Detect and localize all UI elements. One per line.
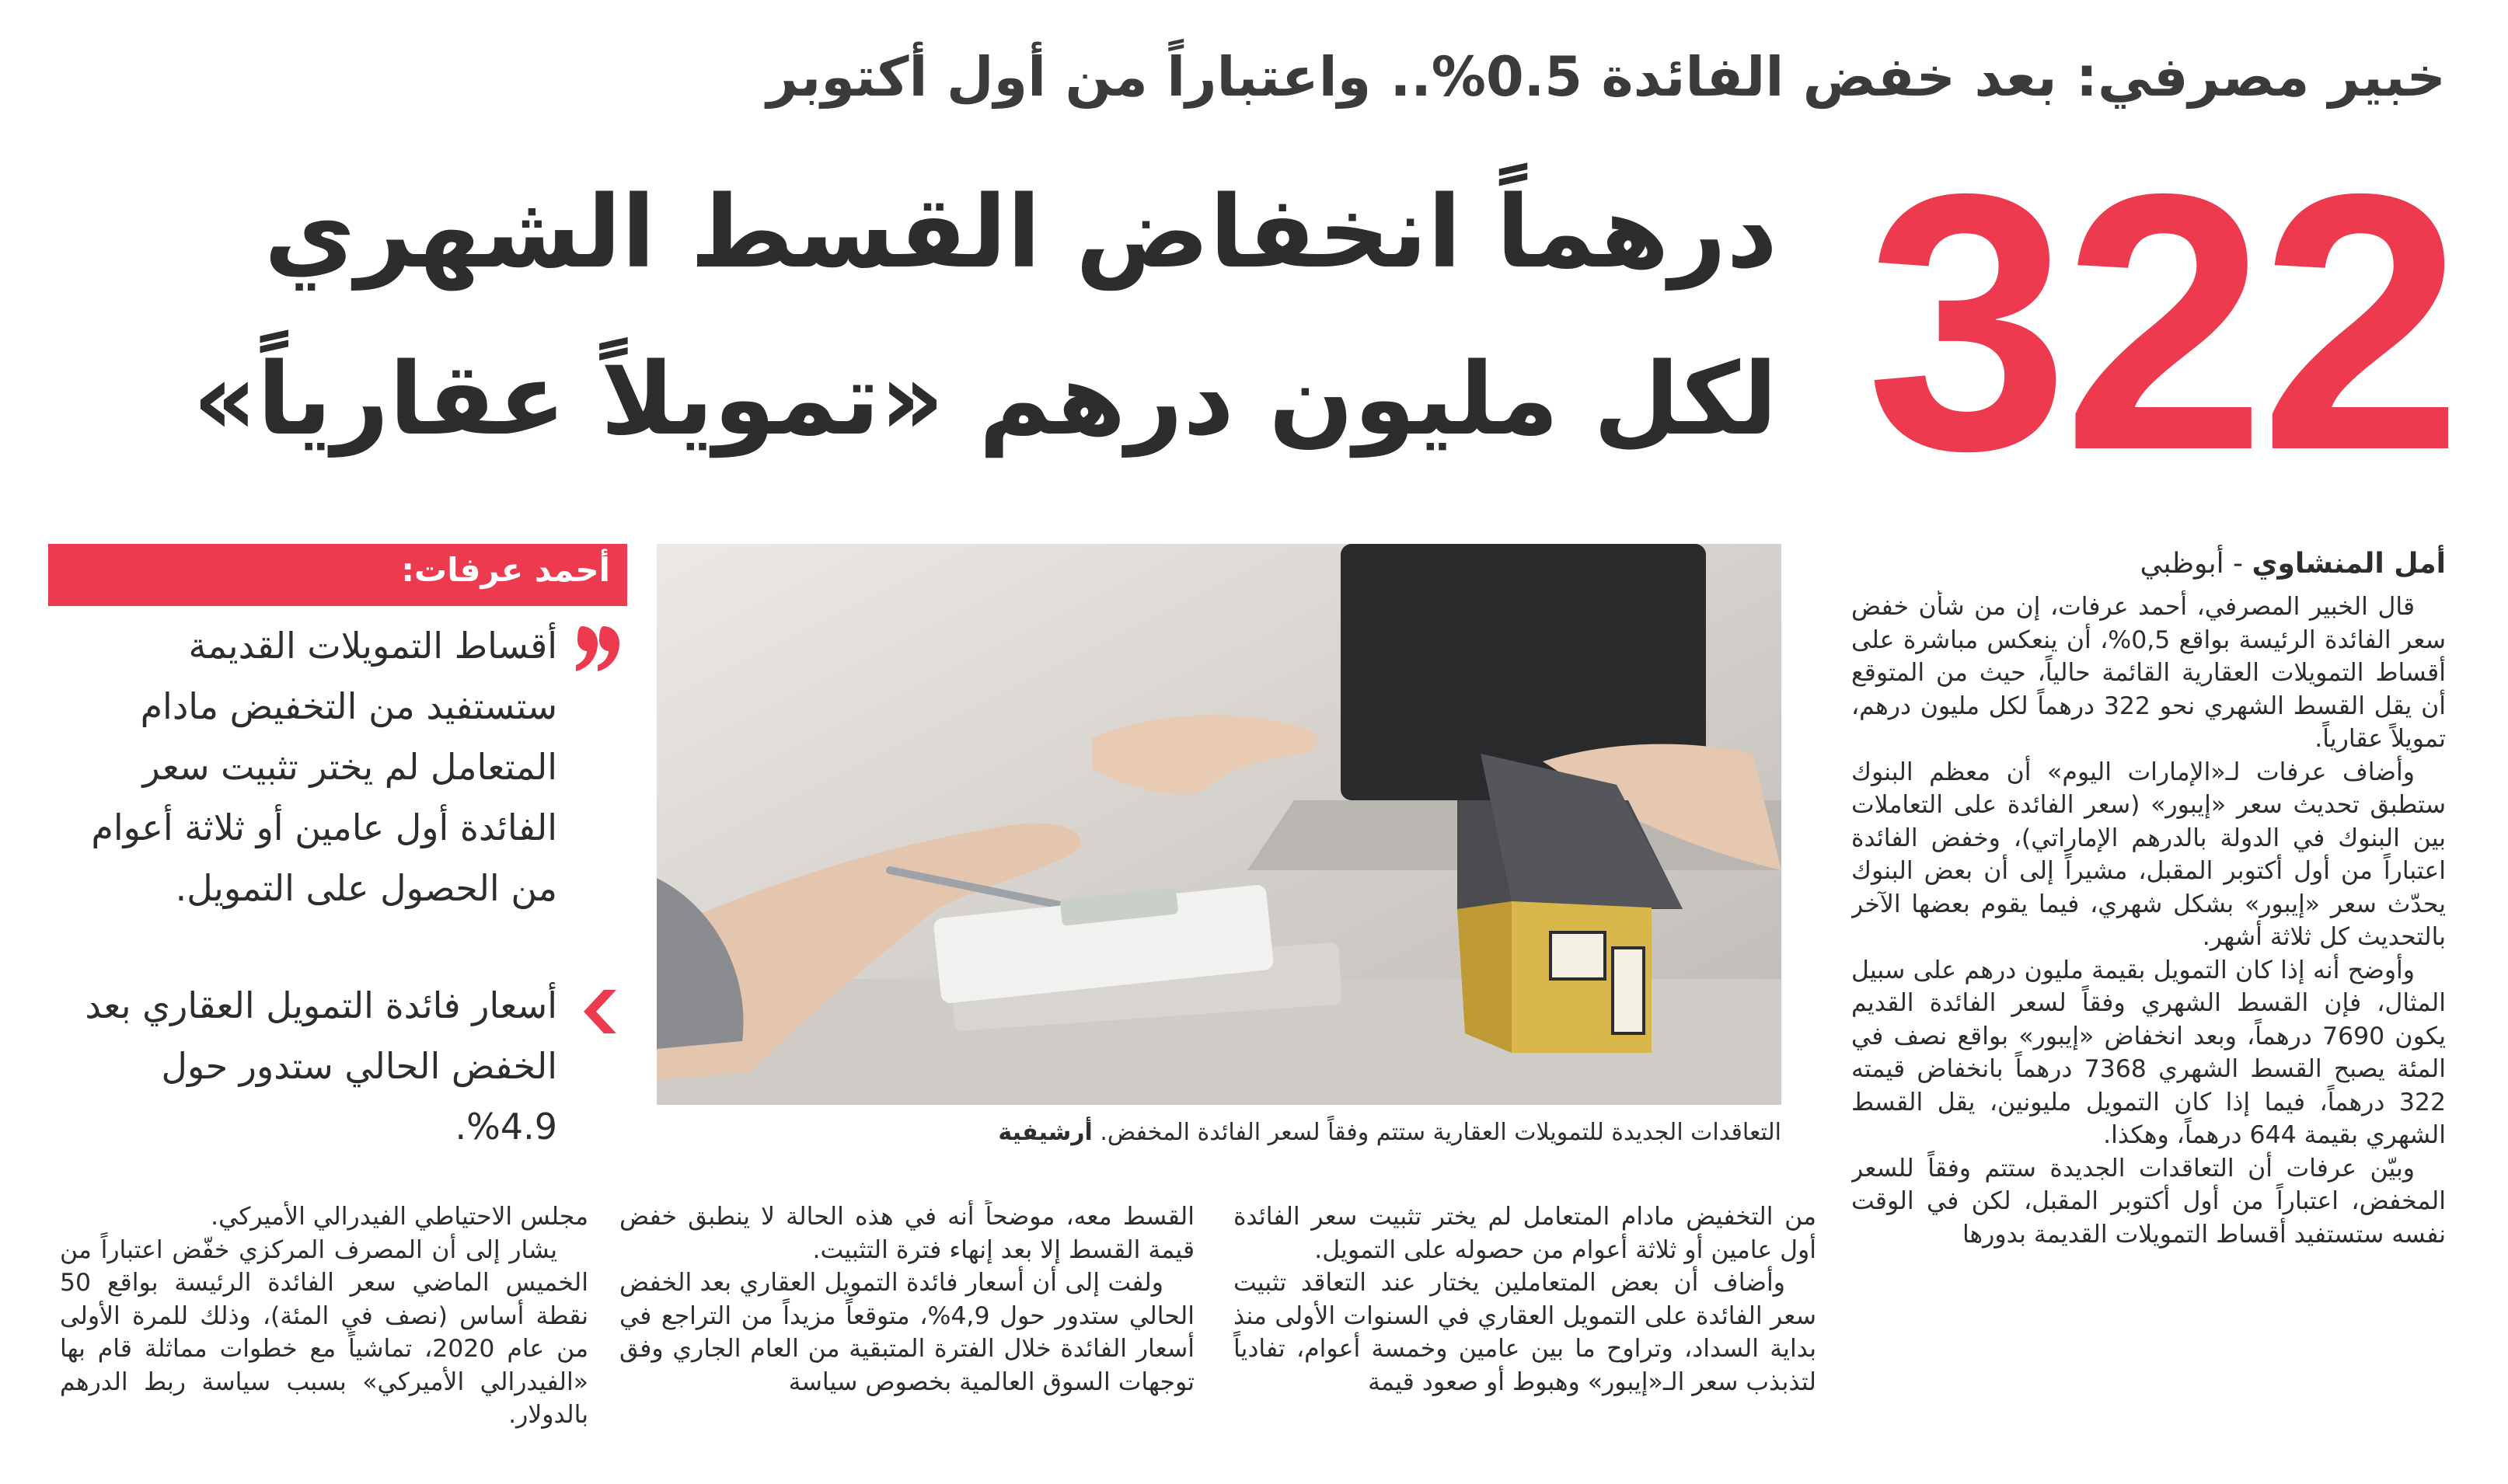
paragraph: القسط معه، موضحاً أنه في هذه الحالة لا ينطبق خفض قيمة القسط إلا بعد إنهاء فترة التثبيت.	[619, 1203, 1195, 1264]
paragraph: وبيّن عرفات أن التعاقدات الجديدة ستتم وفقاً للسعر المخفض، اعتباراً من أول أكتوبر المقبل، لكن في الوقت نفسه ستستفيد أقساط التمويلات القديمة بدورها	[1851, 1154, 2446, 1249]
byline	[1902, 548, 2446, 580]
article-column-2	[619, 1200, 1195, 1457]
article-column-3	[1233, 1200, 1816, 1457]
article-column-right	[1851, 590, 2446, 1445]
pullquote-name: أحمد عرفات:	[401, 551, 610, 589]
paragraph: مجلس الاحتياطي الفيدرالي الأميركي.	[211, 1203, 588, 1231]
pullquote-highlight: أسعار فائدة التمويل العقاري بعد الخفض الحالي ستدور حول 4.9%.	[85, 984, 557, 1148]
photo-illustration	[657, 544, 1781, 1105]
kicker-subheadline: خبير مصرفي: بعد خفض الفائدة 0.5%.. واعتباراً من أول أكتوبر	[766, 45, 2446, 109]
chevron-icon	[577, 987, 621, 1036]
quote-mark-icon	[574, 622, 629, 676]
pullquote-text: أقساط التمويلات القديمة ستستفيد من التخفيض مادام المتعامل لم يختر تثبيت سعر الفائدة أول عامين أو ثلاثة أعوام من الحصول على التمويل.	[91, 625, 557, 909]
dateline-location: أبوظبي	[2140, 548, 2224, 580]
caption-text: التعاقدات الجديدة للتمويلات العقارية ستتم وفقاً لسعر الفائدة المخفض.	[1100, 1119, 1781, 1146]
paragraph: وأضاف أن بعض المتعاملين يختار عند التعاقد تثبيت سعر الفائدة على التمويل العقاري في السنوات الأولى منذ بداية السداد، وتراوح ما بين عامين وخمسة أعوام، تفادياً لتذبذب سعر الـ«إيبور» وهبوط أو صعود قيمة	[1233, 1269, 1816, 1396]
paragraph: وأضاف عرفات لـ«الإمارات اليوم» أن معظم البنوك ستطبق تحديث سعر «إيبور» (سعر الفائدة على التعاملات بين البنوك في الدولة بالدرهم الإماراتي)، وخفض الفائدة اعتباراً من أول أكتوبر المقبل، مشيراً إلى أن بعض البنوك يحدّث سعر «إيبور» بشكل شهري، فيما يقوم بعضها الآخر بالتحديث كل ثلاثة أشهر.	[1851, 758, 2446, 951]
byline-separator: -	[2224, 548, 2252, 580]
paragraph: وأوضح أنه إذا كان التمويل بقيمة مليون درهم على سبيل المثال، فإن القسط الشهري وفقاً لسعر الفائدة القديم يكون 7690 درهماً، وبعد انخفاض «إيبور» بواقع نصف في المئة يصبح القسط الشهري 7368 درهماً بانخفاض قيمته 322 درهماً، فيما إذا كان التمويل مليونين، يقل القسط الشهري بقيمة 644 درهماً، وهكذا.	[1851, 956, 2446, 1149]
headline-line-1: درهماً انخفاض القسط الشهري	[263, 175, 1777, 291]
paragraph: ولفت إلى أن أسعار فائدة التمويل العقاري بعد الخفض الحالي ستدور حول 4,9%، متوقعاً مزيداً من التراجع في أسعار الفائدة خلال الفترة المتبقية من العام الجاري وفق توجهات السوق العالمية بخصوص سياسة	[619, 1269, 1195, 1396]
headline-number: 322	[1865, 118, 2457, 526]
photo-credit: أرشيفية	[998, 1119, 1093, 1146]
paragraph: من التخفيض مادام المتعامل لم يختر تثبيت سعر الفائدة أول عامين أو ثلاثة أعوام من حصوله على التمويل.	[1233, 1203, 1816, 1264]
article-photo	[657, 544, 1781, 1105]
photo-caption	[693, 1119, 1781, 1146]
paragraph: قال الخبير المصرفي، أحمد عرفات، إن من شأن خفض سعر الفائدة الرئيسة بواقع 0,5%، أن ينعكس مباشرة على أقساط التمويلات العقارية القائمة حالياً، حيث من المتوقع أن يقل القسط الشهري نحو 322 درهماً لكل مليون درهم، تمويلاً عقارياً.	[1851, 593, 2446, 753]
paragraph: يشار إلى أن المصرف المركزي خفّض اعتباراً من الخميس الماضي سعر الفائدة الرئيسة بواقع 50 نقطة أساس (نصف في المئة)، وذلك للمرة الأولى من عام 2020، تماشياً مع خطوات مماثلة قام بها «الفيدرالي الأميركي» بسبب سياسة ربط الدرهم بالدولار.	[60, 1235, 588, 1429]
article-column-1	[60, 1200, 588, 1457]
author-name: أمل المنشاوي	[2252, 548, 2446, 580]
headline-line-2: لكل مليون درهم «تمويلاً عقارياً»	[193, 342, 1777, 458]
pullquote-header	[48, 544, 627, 606]
